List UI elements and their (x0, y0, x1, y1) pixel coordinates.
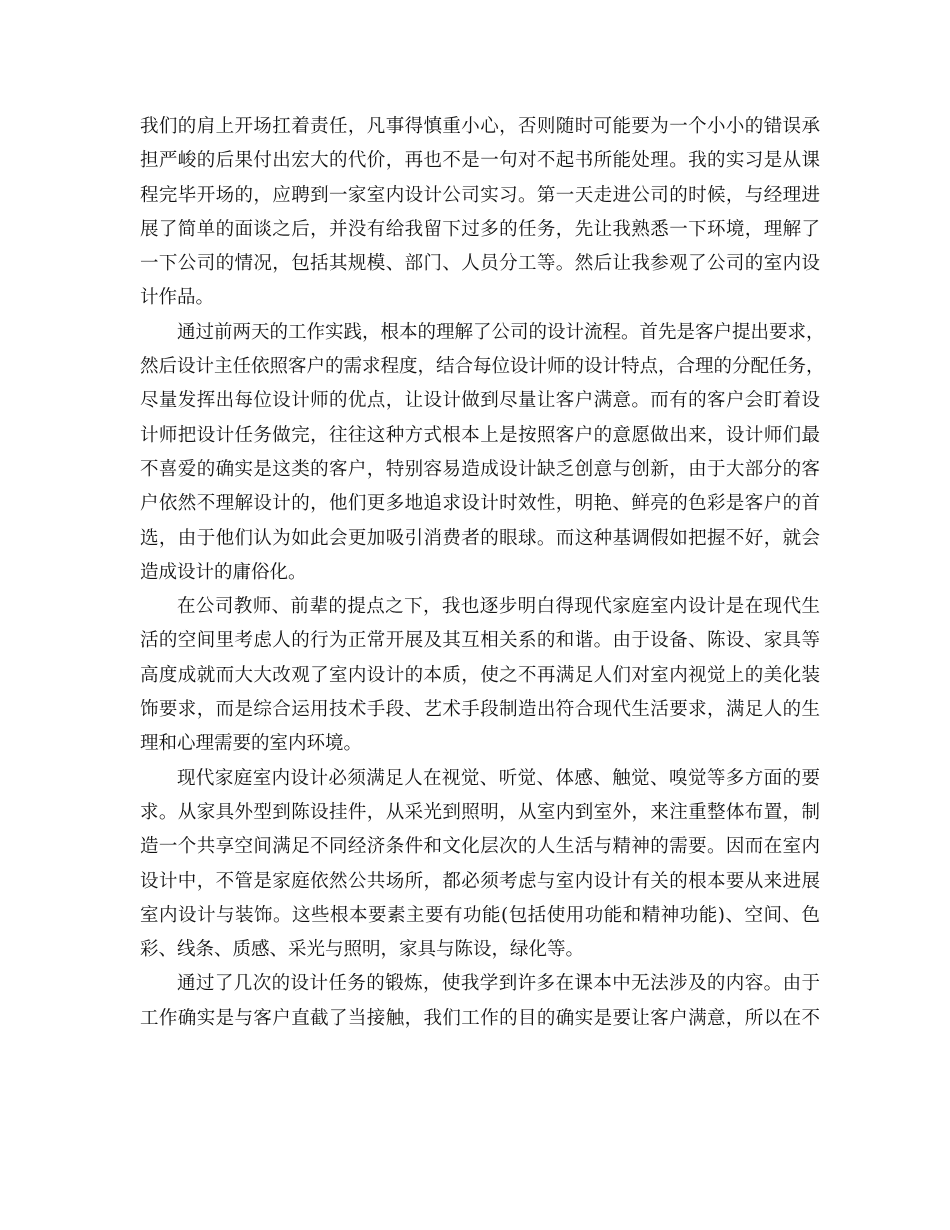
text-line: 然后设计主任依照客户的需求程度，结合每位设计师的设计特点，合理的分配任务， (140, 356, 825, 378)
text-line: 理和心理需要的室内环境。 (140, 733, 363, 755)
text-line: 造一个共享空间满足不同经济条件和文化层次的人生活与精神的需要。因而在室内 (140, 836, 820, 858)
text-line: 计师把设计任务做完，往往这种方式根本上是按照客户的意愿做出来，设计师们最 (140, 424, 820, 446)
text-line: 尽量发挥出每位设计师的优点，让设计做到尽量让客户满意。而有的客户会盯着设 (140, 390, 820, 412)
text-line: 设计中，不管是家庭依然公共场所，都必须考虑与室内设计有关的根本要从来进展 (140, 870, 820, 892)
text-line: 工作确实是与客户直截了当接触，我们工作的目的确实是要让客户满意，所以在不 (140, 1007, 820, 1029)
paragraph-first-line: 通过前两天的工作实践，根本的理解了公司的设计流程。首先是客户提出要求， (177, 321, 825, 343)
text-line: 展了简单的面谈之后，并没有给我留下过多的任务，先让我熟悉一下环境，理解了 (140, 218, 820, 240)
text-line: 彩、线条、质感、采光与照明，家具与陈设，绿化等。 (140, 939, 585, 961)
text-line: 高度成就而大大改观了室内设计的本质，使之不再满足人们对室内视觉上的美化装 (140, 664, 820, 686)
text-line: 一下公司的情况，包括其规模、部门、人员分工等。然后让我参观了公司的室内设 (140, 253, 820, 275)
paragraph-first-line: 现代家庭室内设计必须满足人在视觉、听觉、体感、触觉、嗅觉等多方面的要 (177, 767, 820, 789)
text-line: 活的空间里考虑人的行为正常开展及其互相关系的和谐。由于设备、陈设、家具等 (140, 630, 820, 652)
text-line: 饰要求，而是综合运用技术手段、艺术手段制造出符合现代生活要求，满足人的生 (140, 699, 820, 721)
text-line: 计作品。 (140, 287, 215, 309)
text-line: 造成设计的庸俗化。 (140, 561, 307, 583)
text-line: 选，由于他们认为如此会更加吸引消费者的眼球。而这种基调假如把握不好，就会 (140, 527, 820, 549)
paragraph-first-line: 通过了几次的设计任务的锻炼，使我学到许多在课本中无法涉及的内容。由于 (177, 973, 820, 995)
text-line: 不喜爱的确实是这类的客户，特别容易造成设计缺乏创意与创新，由于大部分的客 (140, 458, 820, 480)
document-body (140, 110, 825, 1036)
paragraph-first-line: 在公司教师、前辈的提点之下，我也逐步明白得现代家庭室内设计是在现代生 (177, 596, 820, 618)
text-line: 室内设计与装饰。这些根本要素主要有功能(包括使用功能和精神功能)、空间、色 (140, 904, 820, 926)
text-line: 担严峻的后果付出宏大的代价，再也不是一句对不起书所能处理。我的实习是从课 (140, 150, 820, 172)
text-line: 户依然不理解设计的，他们更多地追求设计时效性，明艳、鲜亮的色彩是客户的首 (140, 493, 820, 515)
text-line: 程完毕开场的，应聘到一家室内设计公司实习。第一天走进公司的时候，与经理进 (140, 184, 820, 206)
text-line: 我们的肩上开场扛着责任，凡事得慎重小心，否则随时可能要为一个小小的错误承 (140, 116, 820, 137)
text-line: 求。从家具外型到陈设挂件，从采光到照明，从室内到室外，来注重整体布置，制 (140, 801, 820, 823)
